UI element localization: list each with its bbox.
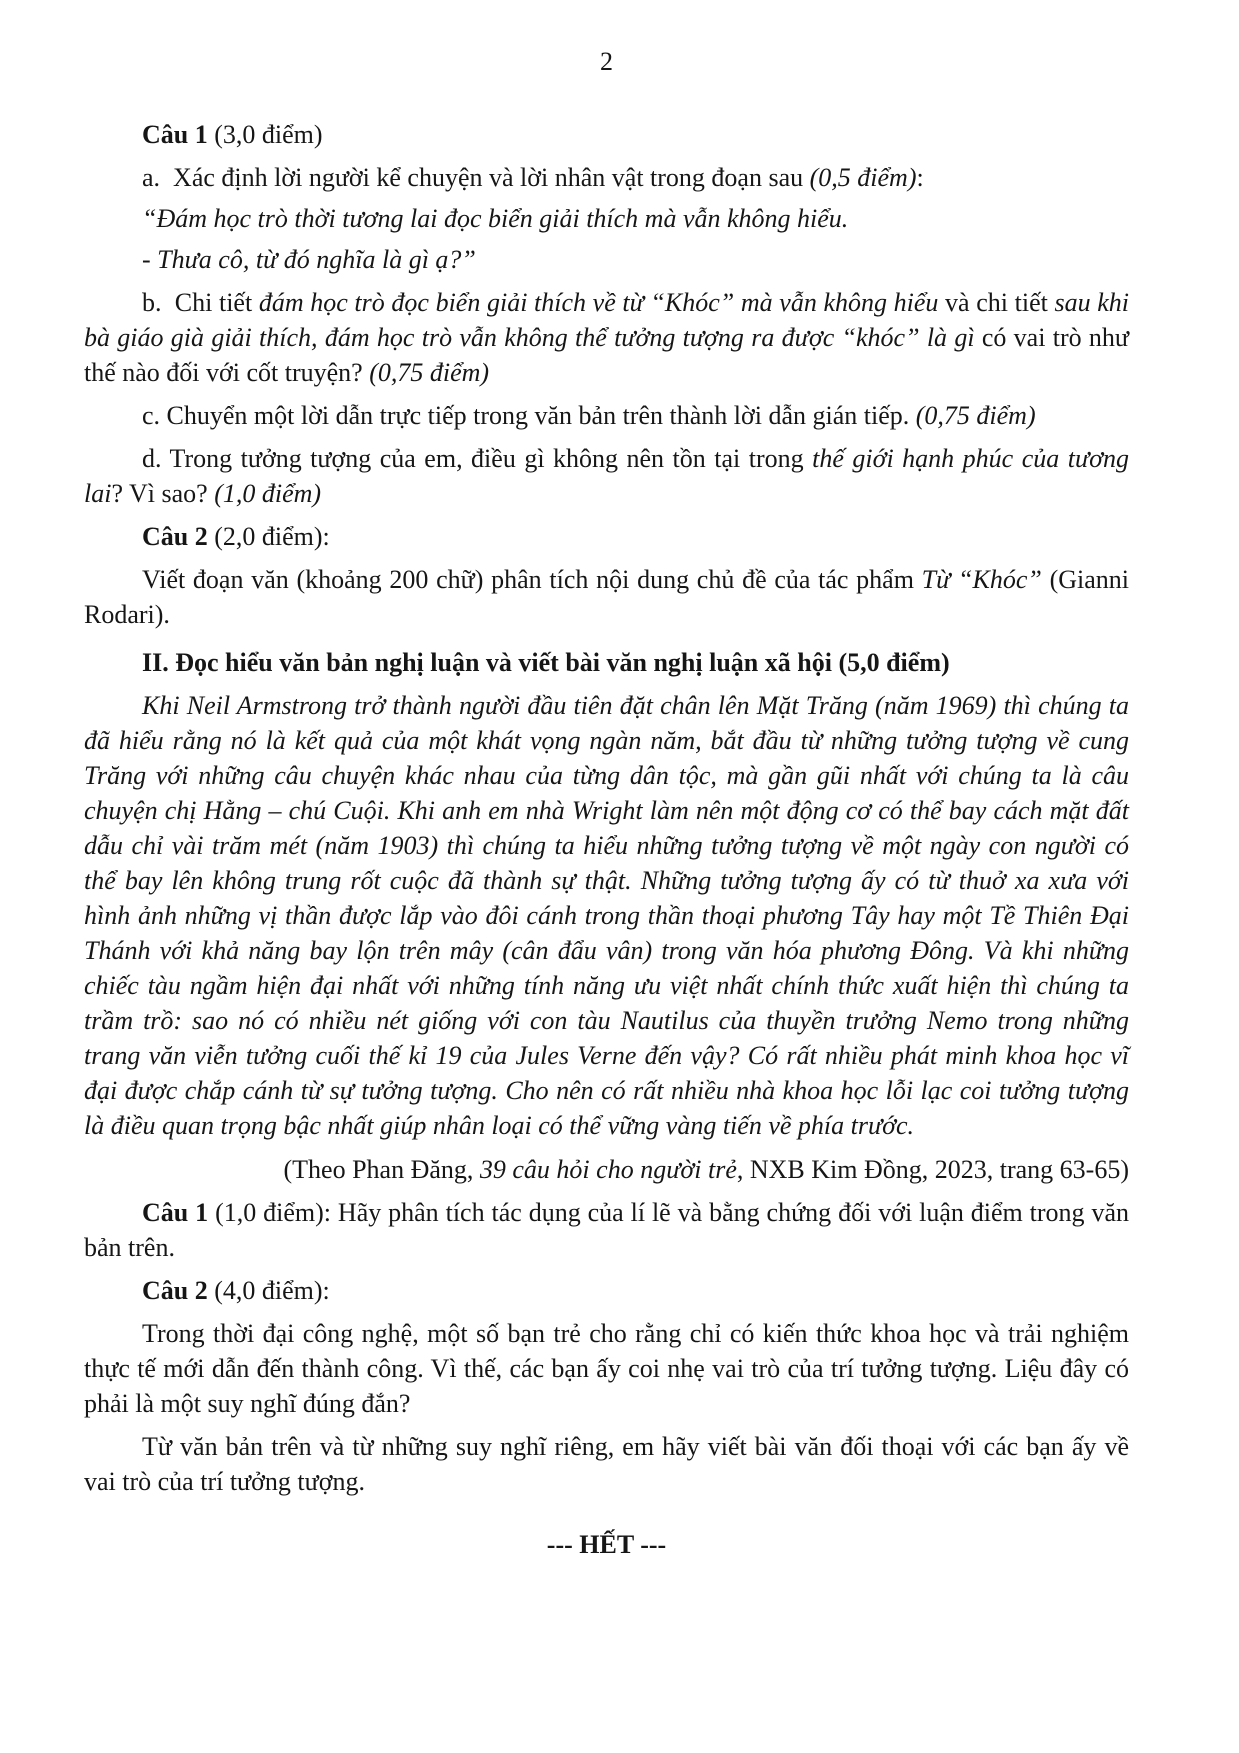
question-label: Câu 1 [142, 120, 208, 149]
text-run-italic: (0,5 điểm) [809, 163, 917, 192]
question-score: (2,0 điểm): [207, 522, 330, 551]
question-label: Câu 1 [142, 1198, 209, 1227]
text-run: có vai trò như thế nào đối với cốt truyện? [84, 323, 1136, 387]
text-run: Viết đoạn văn (khoảng 200 chữ) phân tích nội dung chủ đề của tác phẩm [142, 565, 922, 594]
part1-item-c [84, 398, 1129, 433]
text-run-italic: Từ “Khóc” [921, 565, 1042, 594]
part2-question2-paragraph-2: Từ văn bản trên và từ những suy nghĩ riêng, em hãy viết bài văn đối thoại với các bạn ấy về vai trò của trí tưởng tượng. [84, 1432, 1129, 1496]
text-run: b. Chi tiết [142, 288, 259, 317]
part2-question2-paragraph-1: Trong thời đại công nghệ, một số bạn trẻ cho rằng chỉ có kiến thức khoa học và trải nghiệm thực tế mới dẫn đến thành công. Vì thế, các bạn ấy coi nhẹ vai trò của trí tưởng tượng. Liệu đây có phải là một suy nghĩ đúng đắn? [84, 1319, 1129, 1418]
text-run: d. Trong tưởng tượng của em, điều gì không nên tồn tại trong [142, 444, 813, 473]
part1-item-b [84, 285, 1136, 390]
part1-question2-header [84, 519, 1129, 554]
text-run: c. Chuyển một lời dẫn trực tiếp trong văn bản trên thành lời dẫn gián tiếp. [142, 401, 916, 430]
question-label: Câu 2 [142, 522, 208, 551]
part1-question1-header [84, 117, 1129, 152]
part1-item-d [84, 441, 1136, 511]
question-label: Câu 2 [142, 1276, 208, 1305]
text-run: và chi tiết [938, 288, 1055, 317]
text-run: (Theo Phan Đăng, [283, 1155, 480, 1184]
text-run: (Gianni Rodari). [84, 565, 1136, 629]
text-run-italic: (0,75 điểm) [915, 401, 1036, 430]
text-run-italic: - Thưa cô, từ đó nghĩa là gì ạ?” [142, 245, 476, 274]
question-score: (4,0 điểm): [207, 1276, 330, 1305]
text-run: : [916, 163, 924, 192]
passage-citation [84, 1152, 1129, 1187]
text-run-italic: (1,0 điểm) [214, 479, 322, 508]
text-run: ? Vì sao? [111, 479, 215, 508]
page-number: 2 [600, 47, 613, 76]
part2-reading-passage: Khi Neil Armstrong trở thành người đầu tiên đặt chân lên Mặt Trăng (năm 1969) thì chúng ta đã hiểu rằng nó là kết quả của một khát vọng ngàn năm, bắt đầu từ những tưởng tượng về cung Trăng với những câu chuyện khác nhau của từng dân tộc, mà gần gũi nhất với chúng ta là câu chuyện chị Hằng – chú Cuội. Khi anh em nhà Wright làm nên một động cơ có thể bay cách mặt đất dẫu chỉ vài trăm mét (năm 1903) thì chúng ta hiểu những tưởng tượng về một ngày con người có thể bay lên không trung rốt cuộc đã thành sự thật. Những tưởng tượng ấy có từ thuở xa xưa với hình ảnh những vị thần được lắp vào đôi cánh trong thần thoại phương Tây hay một Tề Thiên Đại Thánh với khả năng bay lộn trên mây (cân đẩu vân) trong văn hóa phương Đông. Và khi những chiếc tàu ngầm hiện đại nhất với những tính năng ưu việt nhất chính thức xuất hiện thì chúng ta trầm trồ: sao nó có nhiều nét giống với con tàu Nautilus của thuyền trưởng Nemo trong những trang văn viễn tưởng cuối thế kỉ 19 của Jules Verne đến vậy? Có rất nhiều phát minh khoa học vĩ đại được chắp cánh từ sự tưởng tượng. Cho nên có rất nhiều nhà khoa học lỗi lạc coi tưởng tượng là điều quan trọng bậc nhất giúp nhân loại có thể vững vàng tiến về phía trước. [84, 691, 1129, 1140]
part2-section-heading: II. Đọc hiểu văn bản nghị luận và viết bài văn nghị luận xã hội (5,0 điểm) [142, 648, 950, 677]
text-run: (1,0 điểm): Hãy phân tích tác dụng của lí lẽ và bằng chứng đối với luận điểm trong văn bản trên. [84, 1198, 1136, 1262]
part1-question2-task [84, 562, 1136, 632]
quoted-passage-line-2 [84, 242, 1129, 277]
text-run-italic: thế giới hạnh phúc của tương lai [84, 444, 1136, 508]
end-of-exam-marker: --- HẾT --- [546, 1530, 667, 1559]
text-run: , NXB Kim Đồng, 2023, trang 63-65) [736, 1155, 1129, 1184]
part2-question2-header [84, 1273, 1129, 1308]
part1-item-a [84, 160, 1129, 195]
quoted-passage-line-1 [84, 201, 1129, 236]
text-run-italic: “Đám học trò thời tương lai đọc biển giải thích mà vẫn không hiểu. [142, 204, 849, 233]
text-run-italic: (0,75 điểm) [369, 358, 490, 387]
text-run-italic: đám học trò đọc biển giải thích về từ “Khóc” mà vẫn không hiểu [258, 288, 939, 317]
text-run: a. Xác định lời người kể chuyện và lời nhân vật trong đoạn sau [142, 163, 810, 192]
part2-question1 [84, 1195, 1136, 1265]
text-run-italic: 39 câu hỏi cho người trẻ [479, 1155, 737, 1184]
text-run-italic: sau khi bà giáo già giải thích, đám học trò vẫn không thể tưởng tượng ra được “khóc” là gì [84, 288, 1136, 352]
question-score: (3,0 điểm) [207, 120, 323, 149]
